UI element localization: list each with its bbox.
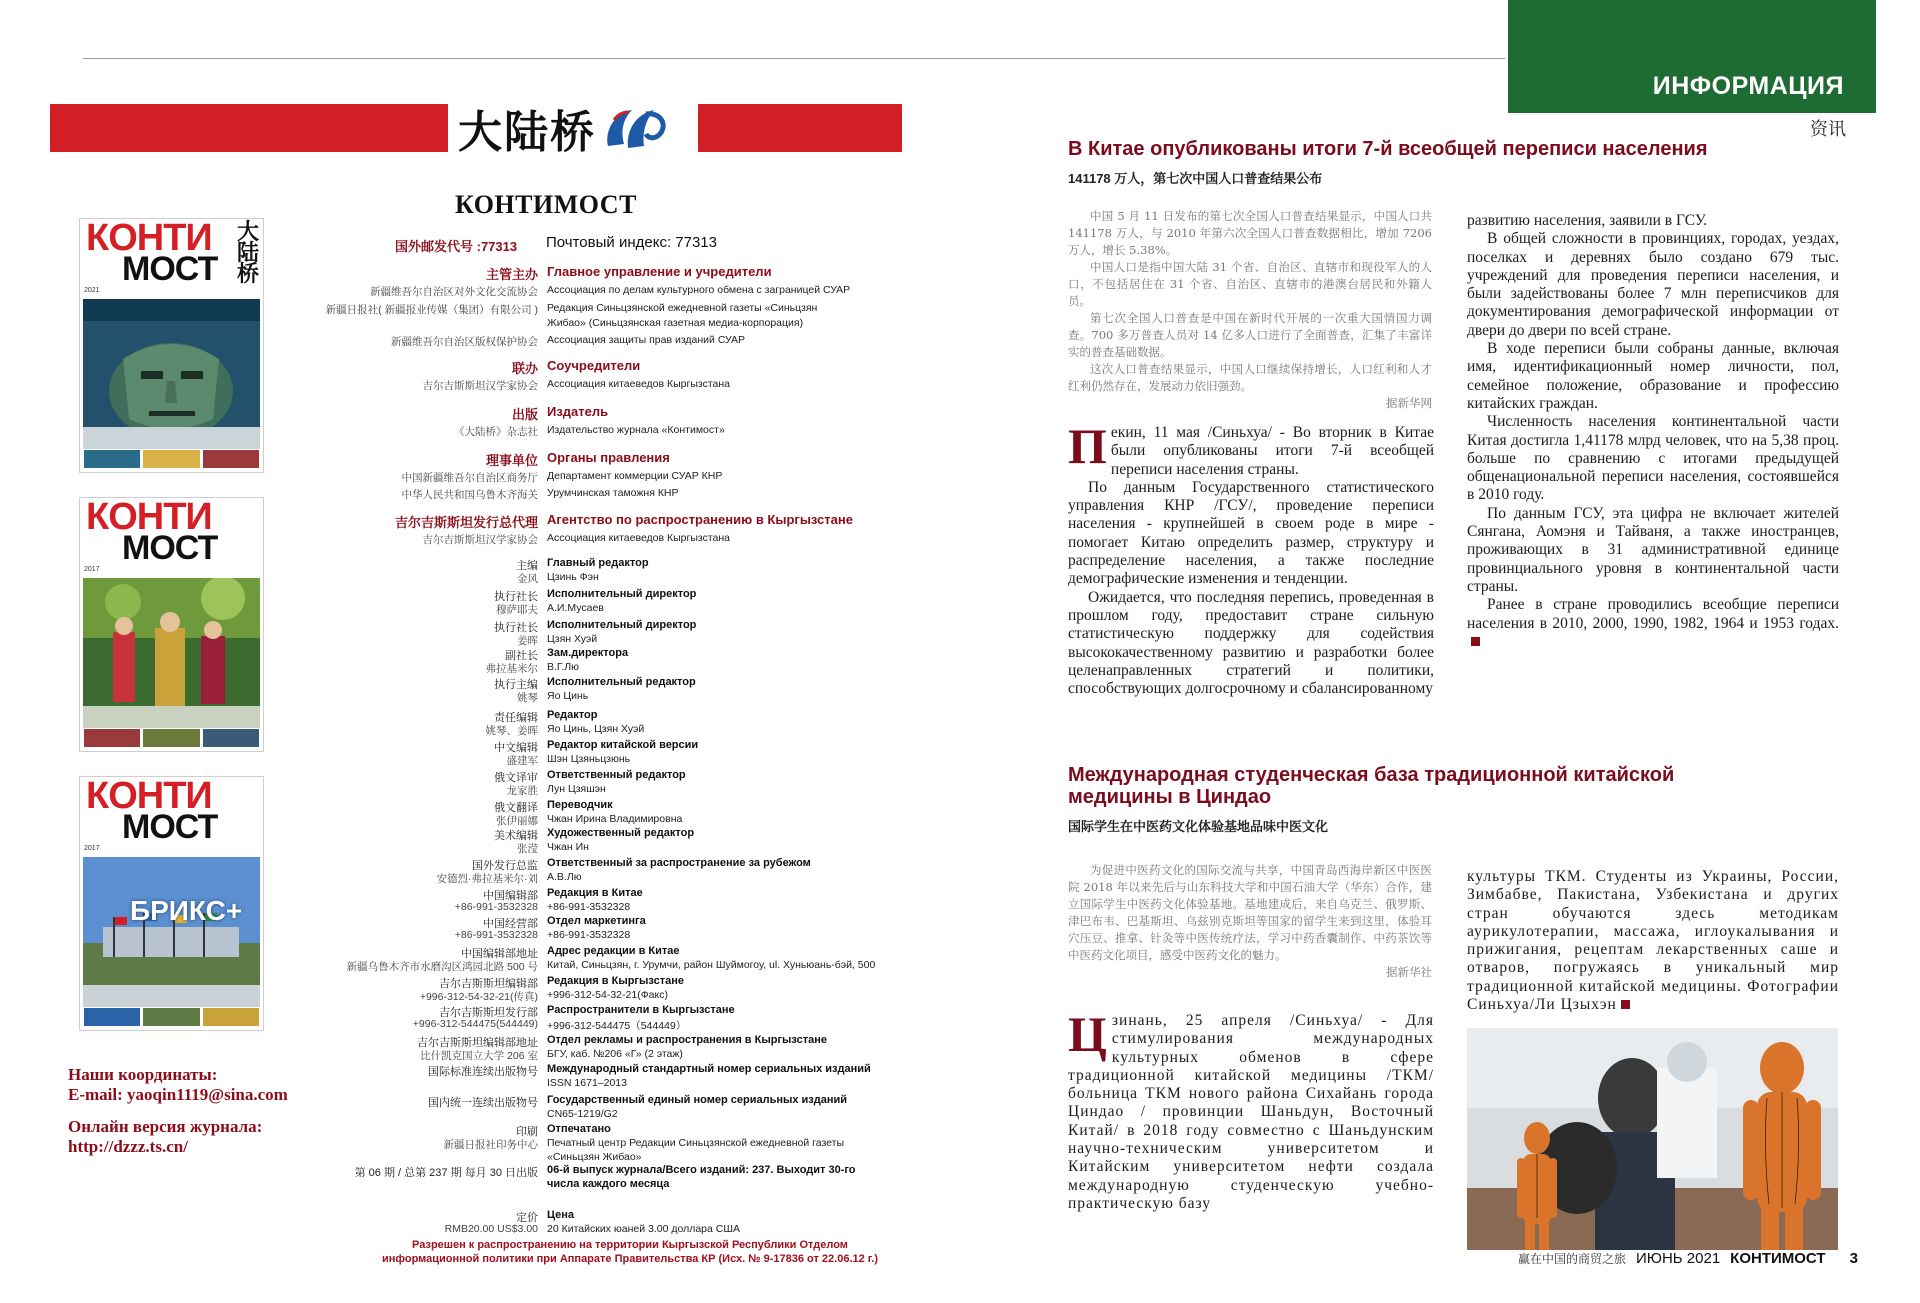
staff-value-ru: +996-312-54-32-21(Факс) [547, 989, 668, 1001]
staff-role-zh: 第 06 期 / 总第 237 期 每月 30 日出版 [354, 1167, 538, 1179]
staff-role-ru: Редакция в Кыргызстане [547, 975, 684, 987]
staff-role-ru: Главный редактор [547, 557, 649, 569]
imprint-heading-ru: Издатель [547, 404, 609, 419]
staff-value-zh: 穆萨耶夫 [496, 604, 538, 616]
staff-role-zh: 印刷 [516, 1126, 538, 1138]
staff-value-ru: +996-312-544475（544449） [547, 1020, 687, 1032]
staff-value-zh: 姚琴、姜晖 [485, 725, 538, 737]
dp-logo-icon [602, 100, 672, 156]
staff-value-ru: Печатный центр Редакции Синьцзянской ежедневной газеты [547, 1137, 845, 1149]
staff-value-zh: 张滢 [517, 843, 538, 855]
staff-value-ru: А.И.Мусаев [547, 602, 604, 614]
staff-value-ru: Чжан Ирина Владимировна [547, 813, 683, 825]
paragraph: Ранее в стране проводились всеобщие переписи населения в 2010, 2000, 1990, 1982, 1964 и 1953 годах. [1467, 596, 1839, 632]
imprint-row-zh: 中国新疆维吾尔自治区商务厅 [401, 472, 538, 484]
staff-value-zh: 龙家胜 [506, 785, 538, 797]
staff-role-zh: 中国编辑部地址 [461, 948, 538, 960]
cover-title: КОНТИ [86, 497, 212, 538]
dropcap: Ц [1068, 1006, 1108, 1062]
staff-role-ru: Отдел рекламы и распространения в Кыргызстане [547, 1034, 828, 1046]
article1-subtitle: 141178 万人，第七次中国人口普查结果公布 [1068, 171, 1323, 186]
staff-role-zh: 吉尔吉斯斯坦编辑部 [439, 978, 538, 990]
staff-value-ru: +86-991-3532328 [547, 929, 631, 941]
zh-paragraph: 这次人口普查结果显示，中国人口继续保持增长，人口红利和人才红利仍然存在，发展动力依旧强劲。 [1068, 362, 1432, 393]
staff-role-zh: 吉尔吉斯斯坦发行部 [439, 1007, 538, 1019]
cover-title: КОНТИ [86, 776, 212, 817]
staff-value-zh: 姚琴 [517, 692, 538, 704]
online-version-title: Онлайн версия журнала: [68, 1117, 263, 1136]
staff-role-zh: 副社长 [505, 650, 538, 662]
staff-value-ru: БГУ, каб. №206 «Г» (2 этаж) [547, 1048, 683, 1060]
masthead-banner [50, 104, 902, 158]
staff-role-zh: 中国编辑部 [483, 890, 538, 902]
paragraph: По данным ГСУ, эта цифра не включает жителей Сянгана, Аомэня и Тайваня, а также иностранцев, проживающих в 31 административной единице провинциального уровня в континентальной части страны. [1467, 504, 1839, 595]
staff-role-ru: Исполнительный редактор [547, 676, 696, 688]
banner-bar-right [698, 104, 902, 152]
staff-value-zh: +996-312-544475(544449) [412, 1018, 538, 1030]
cover-year: 2017 [84, 566, 100, 573]
paragraph: культуры ТКМ. Студенты из Украины, России, Зимбабве, Пакистана, Узбекистана и других стран обучаются здесь методикам аурикулотерапии, массажа, иглоукалывания и прижигания, рецептам лекарственных саше и отваров, погружаясь в уникальный мир традиционной китайской медицины. Фотографии Синьхуа/Ли Цзыхэн [1467, 868, 1839, 1014]
article2-title-line: Международная студенческая база традиционной китайской [1068, 764, 1675, 786]
staff-role-ru: Адрес редакции в Китае [547, 945, 680, 957]
imprint-row-ru: Жибао» (Синьцзянская газетная медиа-корпорация) [547, 317, 804, 329]
banner-bar-left [50, 104, 448, 152]
imprint-row-zh: 《大陆桥》杂志社 [454, 426, 538, 438]
paragraph: екин, 11 мая /Синьхуа/ - Во вторник в Китае были опубликованы итоги 7-й всеобщей переписи населения страны. [1110, 424, 1434, 478]
imprint-row-ru: Ассоциация по делам культурного обмена с заграницей СУАР [547, 284, 851, 296]
imprint-row-ru: Ассоциация китаеведов Кыргызстана [547, 378, 731, 390]
staff-role-ru: Отдел маркетинга [547, 915, 646, 927]
legal-notice [370, 1238, 890, 1266]
staff-role-zh: 中文编辑 [494, 742, 538, 754]
article2-column-1 [1068, 1006, 1434, 1213]
staff-role-ru: Редакция в Китае [547, 887, 643, 899]
cover-title-2: МОСТ [122, 808, 218, 846]
postal-code-ru: Почтовый индекс: 77313 [546, 234, 717, 251]
staff-role-zh: 定价 [516, 1212, 538, 1224]
staff-value-ru: CN65-1219/G2 [547, 1108, 618, 1120]
imprint-heading-zh: 理事单位 [485, 453, 538, 468]
zh-source: 据新华网 [1386, 396, 1432, 410]
staff-value-zh: 新疆日报社印务中心 [443, 1139, 538, 1151]
article1-title: В Китае опубликованы итоги 7-й всеобщей переписи населения [1068, 138, 1708, 160]
masthead-title: КОНТИМОСТ [455, 190, 637, 219]
section-label-zh: 资讯 [1810, 119, 1846, 139]
imprint-row-ru: Департамент коммерции СУАР КНР [547, 470, 723, 482]
imprint-row-ru: Ассоциация защиты прав изданий СУАР [547, 334, 746, 346]
online-version-link[interactable]: http://dzzz.ts.cn/ [68, 1137, 188, 1156]
article1-column-1 [1068, 418, 1434, 698]
staff-role-zh: 美术编辑 [494, 830, 538, 842]
imprint-row-zh: 新疆日报社( 新疆报业传媒（集团）有限公司 ) [325, 304, 538, 316]
staff-value-zh: +996-312-54-32-21(传真) [419, 991, 538, 1003]
staff-value-zh: 盛建军 [506, 755, 538, 767]
article1-column-2 [1467, 212, 1839, 651]
staff-role-zh: 国内统一连续出版物号 [428, 1097, 538, 1109]
page-footer [1518, 1250, 1858, 1267]
imprint-row-ru: Урумчинская таможня КНР [547, 487, 679, 499]
staff-value-zh: 金风 [517, 573, 538, 585]
paragraph: Ожидается, что последняя перепись, проведенная в прошлом году, предоставит стране сильную статистическую поддержку для содействия высококачественному развитию и разработки более целенаправленных стратегий и политики, способствующих долгосрочному и сбалансированному [1068, 588, 1434, 698]
staff-role-ru: Редактор китайской версии [547, 739, 699, 751]
zh-paragraph: 第七次全国人口普查是中国在新时代开展的一次重大国情国力调查。700 多万普查人员对 14 亿多人口进行了全面普查，汇集了丰富详实的普查基础数据。 [1068, 311, 1432, 359]
staff-value-ru: Шэн Цзяньцзюнь [547, 753, 631, 765]
paragraph: По данным Государственного статистического управления КНР /ГСУ/, проведение переписи населения - крупнейшей в своем роде в мире - помогает Китаю определить размер, структуру и распределение населения, а также последние демографические изменения и тенденции. [1068, 478, 1434, 588]
staff-role-zh: 执行社长 [494, 622, 538, 634]
staff-role-ru: Государственный единый номер сериальных изданий [547, 1094, 848, 1106]
staff-role-ru: Исполнительный директор [547, 619, 697, 631]
article2-subtitle: 国际学生在中医药文化体验基地品味中医文化 [1068, 819, 1329, 834]
zh-paragraph: 中国人口是指中国大陆 31 个省、自治区、直辖市和现役军人的人口，不包括居住在 31 个省、自治区、直辖市的港澳台居民和外籍人员。 [1068, 260, 1432, 308]
paragraph: В общей сложности в провинциях, городах, уездах, поселках и деревнях было создано 679 тыс. учреждений для проведения переписи населения, и были задействованы более 7 млн переписчиков для документирования демографической информации от двери до двери по всей стране. [1467, 230, 1839, 339]
staff-value-zh: +86-991-3532328 [454, 901, 538, 913]
legal-line: Разрешен к распространению на территории Кыргызской Республики Отделом [412, 1239, 848, 1251]
staff-role-ru: Редактор [547, 709, 598, 721]
staff-role-ru: числа каждого месяца [547, 1178, 670, 1190]
staff-role-ru: Международный стандартный номер сериальных изданий [547, 1063, 871, 1075]
staff-role-ru: Зам.директора [547, 647, 629, 659]
staff-value-ru: Яо Цинь [547, 690, 589, 702]
staff-role-zh: 执行社长 [494, 591, 538, 603]
paragraph: развитию населения, заявили в ГСУ. [1467, 212, 1708, 229]
imprint-row-ru: Ассоциация китаеведов Кыргызстана [547, 532, 731, 544]
cover-year: 2021 [84, 287, 100, 294]
imprint-heading-zh: 联办 [511, 361, 538, 376]
footer-slogan: 赢在中国的商贸之旅 [1518, 1252, 1627, 1266]
dropcap: П [1068, 418, 1107, 474]
cover-title-2: МОСТ [122, 529, 218, 567]
cover-year: 2017 [84, 845, 100, 852]
cover-title: КОНТИ [86, 218, 212, 259]
staff-value-zh: 比什凯克国立大学 206 室 [420, 1050, 538, 1062]
staff-value-ru: +86-991-3532328 [547, 901, 631, 913]
top-rule [83, 58, 1505, 59]
imprint-row-zh: 新疆维吾尔自治区版权保护协会 [391, 336, 538, 348]
article2-title-line: медицины в Циндао [1068, 786, 1272, 808]
section-label: ИНФОРМАЦИЯ [1652, 72, 1844, 100]
magazine-logo [458, 96, 694, 160]
staff-role-zh: 中国经营部 [483, 918, 538, 930]
imprint-heading-zh: 出版 [511, 407, 538, 422]
imprint-heading-zh: 吉尔吉斯斯坦发行总代理 [394, 515, 538, 530]
imprint-row-zh: 吉尔吉斯斯坦汉学家协会 [422, 534, 538, 546]
postal-code-zh: 国外邮发代号 :77313 [395, 239, 518, 254]
logo-text: 大陆桥 [458, 107, 596, 158]
footer-magazine: КОНТИМОСТ [1730, 1250, 1826, 1267]
staff-role-ru: Художественный редактор [547, 827, 695, 839]
imprint-heading-ru: Соучредители [547, 358, 641, 373]
staff-value-ru: 20 Китайских юаней 3.00 доллара США [547, 1223, 740, 1235]
staff-value-ru: Лун Цзяшэн [547, 783, 606, 795]
imprint-row-ru: Редакция Синьцзянской ежедневной газеты «Синьцзян [547, 302, 818, 314]
article2-title [1068, 764, 1674, 808]
staff-role-zh: 执行主编 [494, 679, 538, 691]
paragraph: В ходе переписи были собраны данные, включая имя, идентификационный номер личности, пол, семейное положение, образование и профессию китайских граждан. [1467, 340, 1839, 412]
article2-column-2 [1467, 868, 1839, 1014]
staff-role-zh: 吉尔吉斯斯坦编辑部地址 [417, 1037, 538, 1049]
staff-value-zh: 安德烈·弗拉基米尔·刘 [436, 873, 538, 885]
staff-role-zh: 俄文翻译 [494, 802, 538, 814]
staff-value-zh: +86-991-3532328 [454, 929, 538, 941]
staff-role-ru: Исполнительный директор [547, 588, 697, 600]
page-number: 3 [1849, 1250, 1858, 1267]
staff-value-ru: А.В.Лю [547, 871, 582, 883]
staff-value-ru: Цзинь Фэн [547, 571, 599, 583]
staff-value-ru: «Синьцзян Жибао» [547, 1151, 642, 1163]
cover-headline: БРИКС+ [130, 895, 243, 926]
staff-role-ru: Отпечатано [547, 1123, 611, 1135]
paragraph: Численность населения континентальной части Китая достигла 1,41178 млрд человек, что на 5,38 проц. больше по сравнению с итогами предыдущей общенациональной переписи населения, состоявшейся в 2010 году. [1467, 413, 1839, 504]
staff-value-ru: Яо Цинь, Цзян Хуэй [547, 723, 645, 735]
staff-value-ru: Китай, Синьцзян, г. Урумчи, район Шуймогоу, ul. Хуньюань-бэй, 500 [547, 959, 876, 971]
staff-role-zh: 主编 [516, 560, 538, 572]
imprint-row-zh: 中华人民共和国乌鲁木齐海关 [401, 489, 538, 501]
staff-value-ru: ISSN 1671–2013 [547, 1077, 627, 1089]
imprint-heading-ru: Главное управление и учредители [547, 264, 772, 279]
section-tab [1508, 0, 1876, 113]
article2-zh-block [1068, 862, 1432, 981]
staff-role-zh: 俄文译审 [494, 772, 538, 784]
cover-title-zh: 大陆桥 [237, 219, 260, 286]
staff-role-zh: 国外发行总监 [472, 860, 538, 872]
staff-value-zh: 张伊丽娜 [496, 815, 538, 827]
imprint-row-ru: Издательство журнала «Контимост» [547, 424, 725, 436]
imprint-heading-ru: Органы правления [547, 450, 670, 465]
contacts-email[interactable]: E-mail: yaoqin1119@sina.com [68, 1085, 288, 1104]
staff-role-zh: 责任编辑 [494, 712, 538, 724]
imprint-row-zh: 吉尔吉斯斯坦汉学家协会 [422, 380, 538, 392]
legal-line: информационной политики при Аппарате Правительства КР (Исх. № 9-17836 от 22.06.12 г.) [381, 1253, 878, 1265]
staff-value-ru: В.Г.Лю [547, 661, 580, 673]
staff-role-ru: Ответственный за распространение за рубежом [547, 857, 811, 869]
staff-value-ru: Чжан Ин [547, 841, 589, 853]
staff-role-ru: Переводчик [547, 799, 613, 811]
staff-role-ru: Распространители в Кыргызстане [547, 1004, 735, 1016]
zh-paragraph: 中国 5 月 11 日发布的第七次全国人口普查结果显示，中国人口共 141178 万人，与 2010 年第六次全国人口普查数据相比，增加 7206 万人，增长 5.38%。 [1068, 209, 1432, 257]
staff-value-zh: 弗拉基米尔 [485, 663, 538, 675]
staff-role-ru: Ответственный редактор [547, 769, 686, 781]
contacts-title: Наши координаты: [68, 1065, 218, 1084]
staff-value-ru: Цзян Хуэй [547, 633, 598, 645]
imprint-heading-zh: 主管主办 [485, 267, 538, 282]
imprint-row-zh: 新疆维吾尔自治区对外文化交流协会 [370, 286, 538, 298]
article1-zh-block [1068, 208, 1432, 412]
staff-value-zh: RMB20.00 US$3.00 [444, 1223, 538, 1235]
end-mark-icon [1621, 1000, 1630, 1009]
cover-title-2: МОСТ [122, 250, 218, 288]
zh-source: 据新华社 [1386, 965, 1432, 979]
acupuncture-models-photo [1467, 1028, 1838, 1250]
paragraph: зинань, 25 апреля /Синьхуа/ - Для стимулирования международных культурных обменов в сфере традиционной китайской медицины /ТКМ/ больница ТКМ нового района Сихайань города Циндао / провинции Шаньдун, Восточный Китай/ в 2018 году совместно с Шаньдунским научно-техническим университетом и Китайским университетом нефти создала международную студенческую учебно-практическую базу [1068, 1012, 1434, 1212]
staff-role-ru: 06-й выпуск журнала/Всего изданий: 237. Выходит 30-го [547, 1164, 856, 1176]
imprint-heading-ru: Агентство по распространению в Кыргызстане [547, 512, 853, 527]
staff-role-ru: Цена [547, 1209, 575, 1221]
staff-role-zh: 国际标准连续出版物号 [428, 1066, 538, 1078]
footer-date: ИЮНЬ 2021 [1636, 1250, 1721, 1267]
staff-value-zh: 新疆乌鲁木齐市水磨沟区鸿园北路 500 号 [346, 961, 538, 973]
zh-paragraph: 为促进中医药文化的国际交流与共享，中国青岛西海岸新区中医医院 2018 年以来先后与山东科技大学和中国石油大学（华东）合作，建立国际学生中医药文化体验基地。基地建成后，来自乌克兰、俄罗斯、津巴布韦、巴基斯坦、乌兹别克斯坦等国家的留学生来到这里，体验耳穴压豆、推拿、针灸等中医传统疗法，学习中药香囊制作、中药茶饮等中医药文化项目，感受中医药文化的魅力。 [1068, 863, 1432, 962]
end-mark-icon [1471, 637, 1480, 646]
staff-value-zh: 姜晖 [517, 635, 538, 647]
